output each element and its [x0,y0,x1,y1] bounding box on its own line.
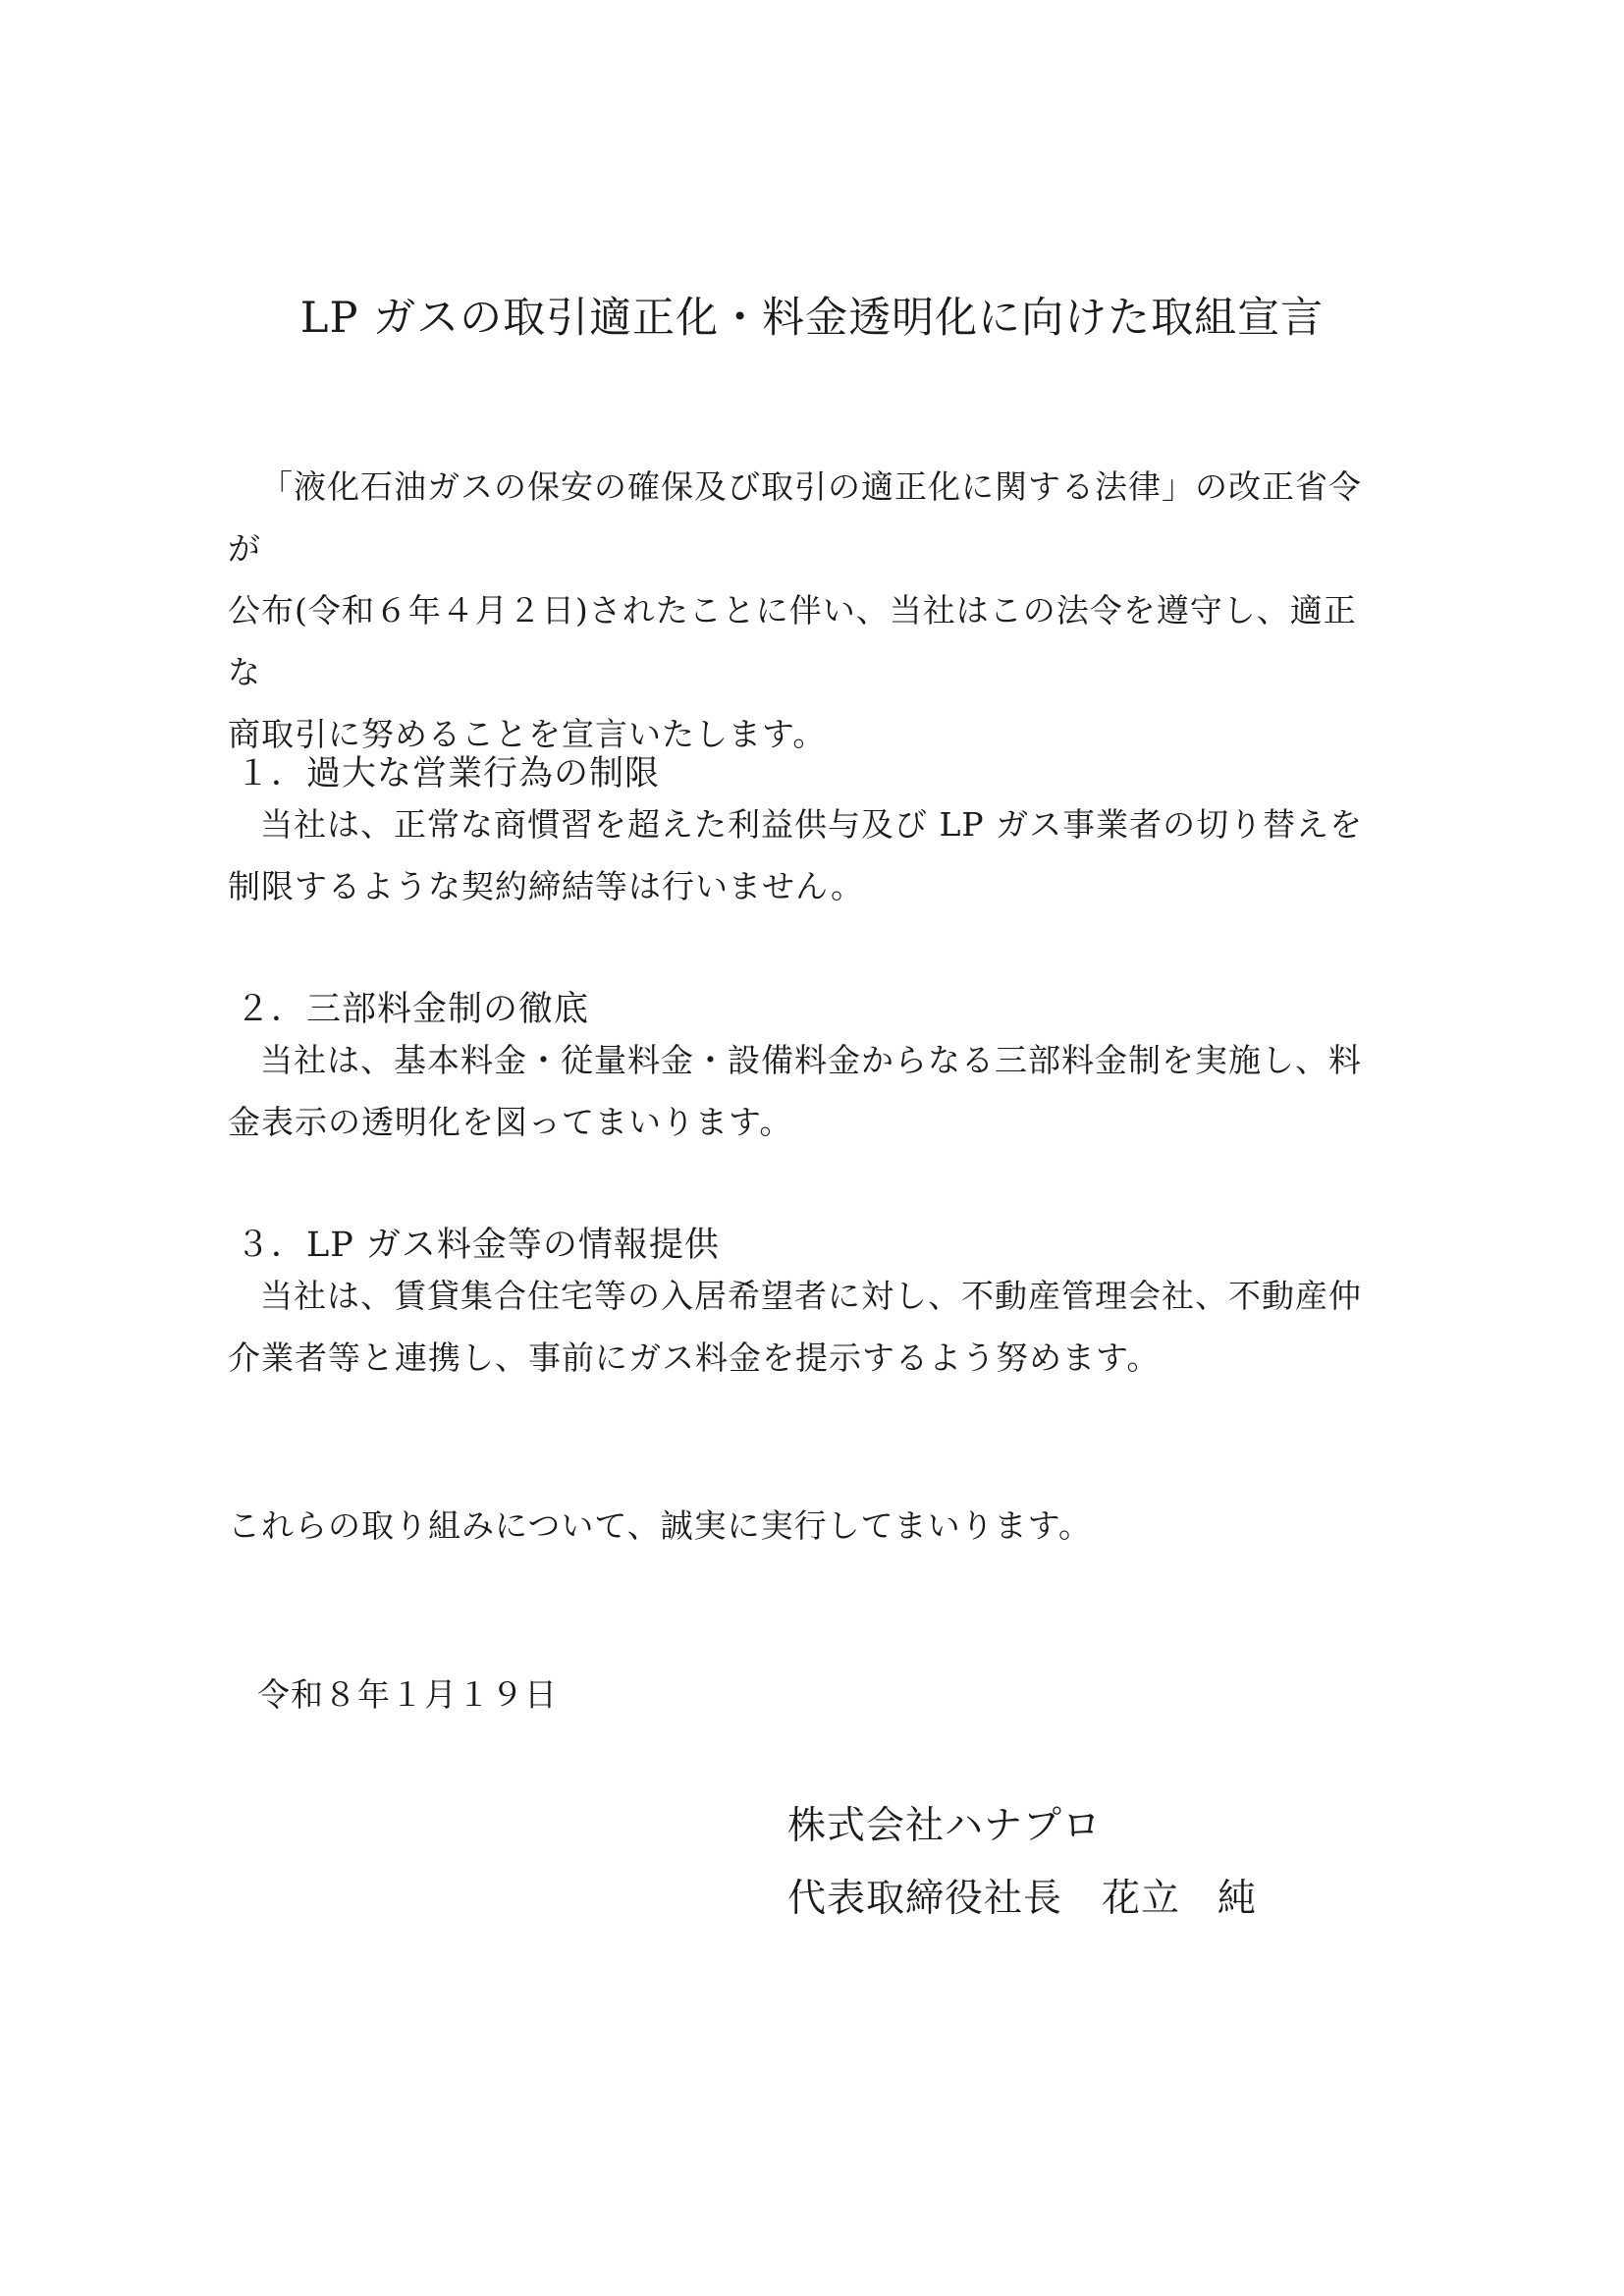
section-1-body [228,793,1386,917]
section-3-body [228,1265,1386,1389]
section-2-text: 当社は、基本料金・従量料金・設備料金からなる三部料金制を実施し、料金表示の透明化を図ってまいります。 [228,1041,1362,1141]
declaration-date: 令和８年１月１９日 [257,1675,558,1714]
company-name: 株式会社ハナプロ [787,1804,1103,1848]
section-3-number: ３． [236,1226,307,1265]
signer-surname: 花立 [1102,1877,1181,1921]
signer-given-name: 純 [1218,1877,1258,1921]
section-2-title: 三部料金制の徹底 [306,990,590,1029]
document-title: LP ガスの取引適正化・料金透明化に向けた取組宣言 [299,294,1325,343]
closing-statement: これらの取り組みについて、誠実に実行してまいります。 [228,1506,1093,1545]
section-3-heading [228,1218,720,1267]
intro-line-1: 「液化石油ガスの保安の確保及び取引の適正化に関する法律」の改正省令が [228,467,1362,568]
section-3-text: 当社は、賃貸集合住宅等の入居希望者に対し、不動産管理会社、不動産仲介業者等と連携し、事前にガス料金を提示するよう努めます。 [228,1277,1362,1377]
section-2-number: ２． [236,990,307,1029]
section-2-heading [228,982,589,1031]
intro-line-2: 公布(令和６年４月２日)されたことに伴い、当社はこの法令を遵守し、適正な [228,591,1357,691]
signer-title: 代表取締役社長 [787,1877,1063,1921]
section-2-body [228,1029,1386,1153]
section-1-heading [228,746,660,795]
signer-line [787,1868,1257,1923]
intro-paragraph [228,456,1386,765]
section-1-number: １． [236,754,307,793]
section-3-title: LP ガス料金等の情報提供 [306,1226,720,1265]
intro-line-3: 商取引に努めることを宣言いたします。 [228,715,827,753]
section-1-title: 過大な営業行為の制限 [306,754,661,793]
section-1-text: 当社は、正常な商慣習を超えた利益供与及び LP ガス事業者の切り替えを制限するような契約締結等は行いません。 [228,805,1364,905]
